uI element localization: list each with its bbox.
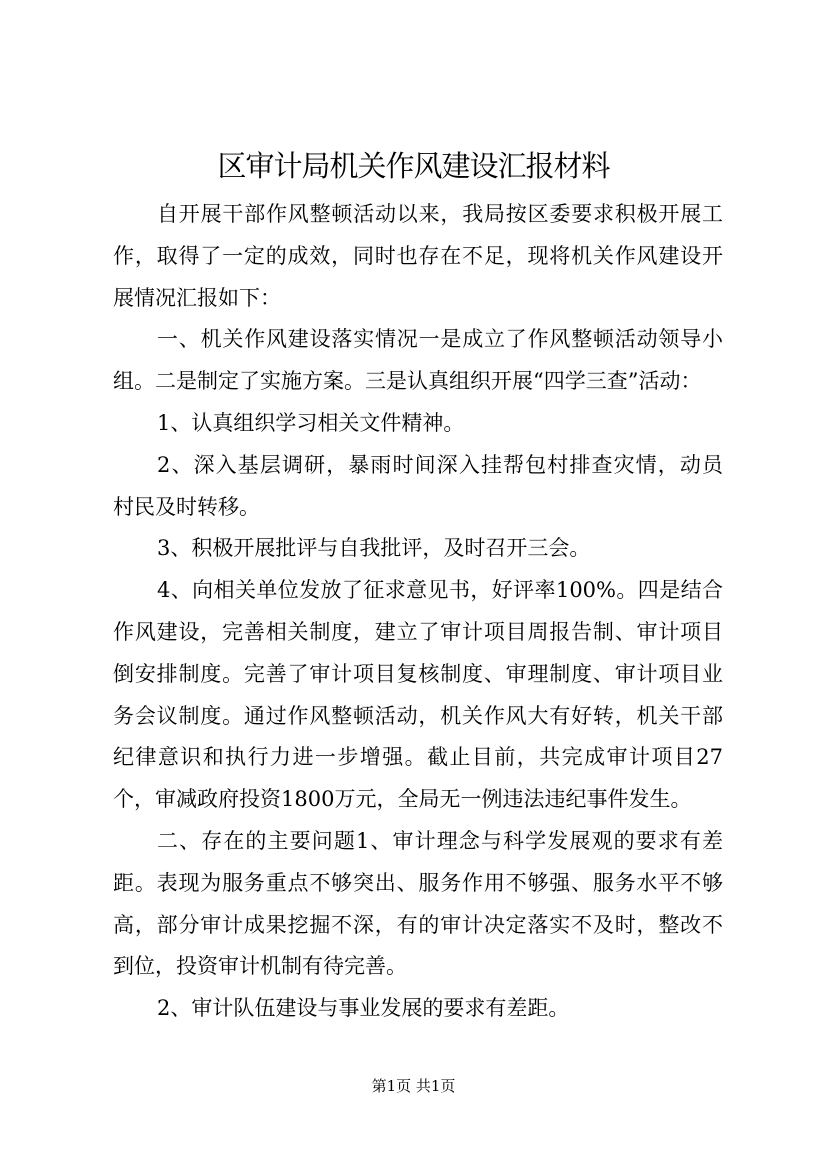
document-body [113,194,723,1030]
paragraph [113,319,723,403]
text-line: 3、积极开展批评与自我批评，及时召开三会。 [157,536,591,561]
paragraph [113,528,723,570]
text-line: 高，部分审计成果挖掘不深，有的审计决定落实不及时，整改不 [113,912,723,937]
text-line: 作，取得了一定的成效，同时也存在不足，现将机关作风建设开 [113,243,723,268]
text-line: 作风建设，完善相关制度，建立了审计项目周报告制、审计项目 [113,619,723,644]
text-line: 距。表现为服务重点不够突出、服务作用不够强、服务水平不够 [113,870,723,895]
text-line: 二、存在的主要问题1、审计理念与科学发展观的要求有差 [157,828,723,853]
paragraph [113,988,723,1030]
text-line: 到位，投资审计机制有待完善。 [113,954,407,979]
text-line: 2、审计队伍建设与事业发展的要求有差距。 [157,996,570,1021]
document-title: 区审计局机关作风建设汇报材料 [217,149,610,183]
text-line: 村民及时转移。 [113,494,260,519]
paragraph [113,570,723,821]
paragraph [113,403,723,445]
text-line: 倒安排制度。完善了审计项目复核制度、审理制度、审计项目业 [113,661,723,686]
text-line: 务会议制度。通过作风整顿活动，机关作风大有好转，机关干部 [113,703,723,728]
text-line: 组。二是制定了实施方案。三是认真组织开展“四学三查”活动： [113,369,702,394]
text-line: 2、深入基层调研，暴雨时间深入挂帮包村排查灾情，动员 [157,452,723,477]
text-line: 纪律意识和执行力进一步增强。截止目前，共完成审计项目27 [113,745,723,770]
paragraph [113,821,723,988]
text-line: 一、机关作风建设落实情况一是成立了作风整顿活动领导小 [157,327,723,352]
text-line: 4、向相关单位发放了征求意见书，好评率100%。四是结合 [157,578,723,603]
paragraph [113,194,723,319]
page-footer: 第1页 共1页 [371,1077,456,1095]
text-line: 1、认真组织学习相关文件精神。 [157,410,465,435]
paragraph [113,445,723,529]
text-line: 展情况汇报如下： [113,285,281,310]
text-line: 个，审减政府投资1800万元，全局无一例违法违纪事件发生。 [113,787,692,812]
text-line: 自开展干部作风整顿活动以来，我局按区委要求积极开展工 [157,202,723,226]
